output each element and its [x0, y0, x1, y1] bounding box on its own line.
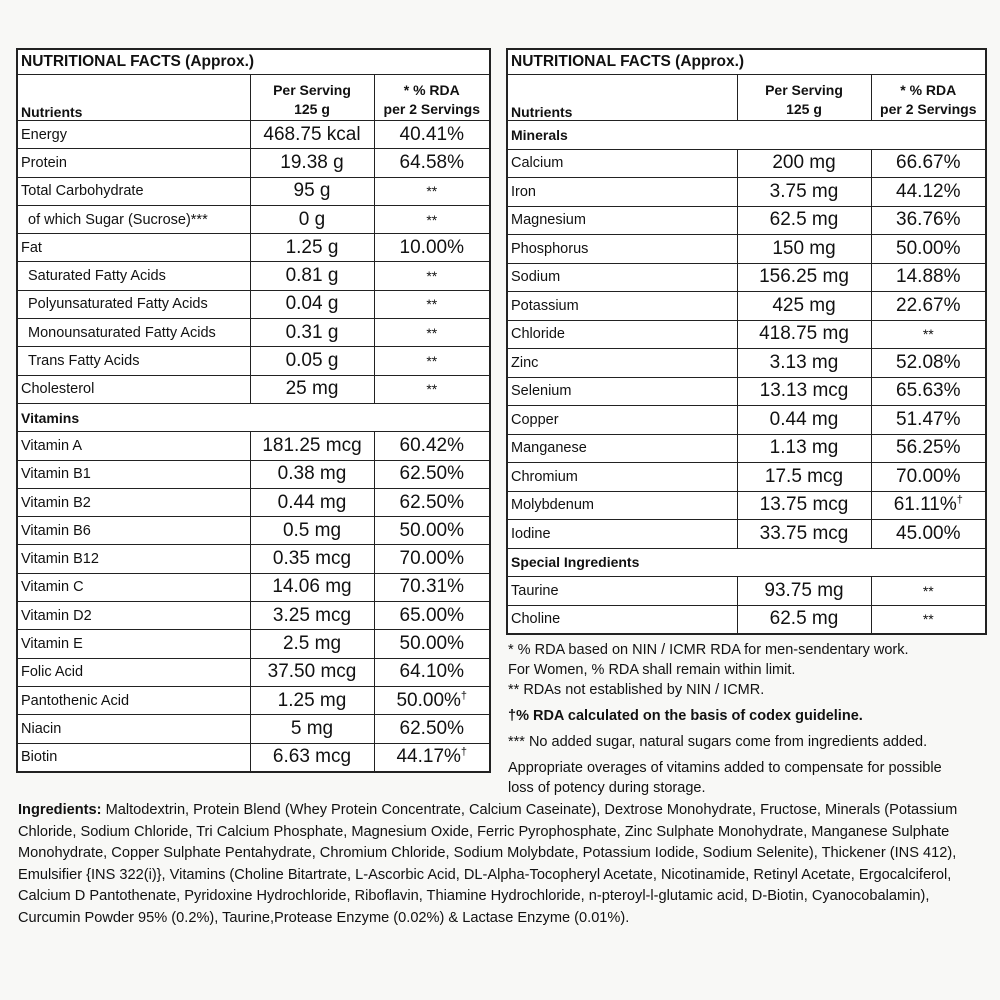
- nutrient-name: Chromium: [507, 463, 737, 492]
- nutrient-name: Vitamin B1: [17, 460, 250, 488]
- per-serving-value: 0.31 g: [250, 319, 374, 347]
- rda-value: [374, 262, 490, 290]
- nutrient-row: [17, 205, 490, 233]
- nutrient-name: Trans Fatty Acids: [17, 347, 250, 375]
- rda-text: **: [922, 611, 934, 628]
- nutrient-name: of which Sugar (Sucrose)***: [17, 205, 250, 233]
- per-serving-value: 0.5 mg: [250, 517, 374, 545]
- nutrient-name: Vitamin A: [17, 432, 250, 460]
- codex-dagger-mark: †: [460, 746, 468, 759]
- rda-text: 62.50%: [399, 717, 464, 739]
- right-table-body: [507, 49, 986, 149]
- rda-value: [374, 573, 490, 601]
- nutrient-row: [507, 577, 986, 606]
- rda-value: [871, 491, 986, 520]
- nutrient-name: Zinc: [507, 349, 737, 378]
- vitamins-section-header: [17, 403, 490, 431]
- per-serving-value: 0.35 mcg: [250, 545, 374, 573]
- special-ingredient-rows: [507, 577, 986, 635]
- footnotes: [508, 640, 988, 798]
- rda-text: 44.17%: [396, 746, 461, 768]
- nutrient-row: [507, 463, 986, 492]
- rda-text: **: [426, 324, 438, 341]
- nutrient-row: [17, 121, 490, 149]
- rda-value: [374, 177, 490, 205]
- per-serving-header-line2: 125 g: [786, 101, 822, 117]
- nutrient-name: Cholesterol: [17, 375, 250, 403]
- per-serving-value: 33.75 mcg: [737, 520, 871, 549]
- nutrient-name: Fat: [17, 234, 250, 262]
- nutrient-row: [17, 488, 490, 516]
- codex-dagger-mark: †: [956, 494, 963, 507]
- nutrient-row: [507, 520, 986, 549]
- nutrient-row: [507, 377, 986, 406]
- per-serving-value: 14.06 mg: [250, 573, 374, 601]
- rda-text: 40.41%: [399, 123, 464, 145]
- nutrient-name: Niacin: [17, 715, 250, 743]
- nutrient-name: Choline: [507, 605, 737, 634]
- rda-value: [871, 292, 986, 321]
- rda-text: 64.58%: [399, 151, 464, 173]
- per-serving-value: 181.25 mcg: [250, 432, 374, 460]
- rda-text: 45.00%: [896, 522, 961, 544]
- rda-text: 56.25%: [896, 437, 961, 459]
- nutrient-row: [507, 292, 986, 321]
- rda-value: [871, 377, 986, 406]
- nutrient-name: Polyunsaturated Fatty Acids: [17, 290, 250, 318]
- rda-text: 65.00%: [399, 604, 464, 626]
- rda-value: [871, 463, 986, 492]
- nutrient-row: [17, 743, 490, 772]
- rda-value: [374, 347, 490, 375]
- nutrient-name: Calcium: [507, 149, 737, 178]
- rda-text: 52.08%: [896, 351, 961, 373]
- rda-value: [374, 715, 490, 743]
- rda-value: [871, 406, 986, 435]
- nutrient-name: Protein: [17, 149, 250, 177]
- per-serving-value: 418.75 mg: [737, 320, 871, 349]
- nutrient-row: [507, 206, 986, 235]
- rda-value: [871, 434, 986, 463]
- nutrient-name: Sodium: [507, 263, 737, 292]
- nutrient-name: Pantothenic Acid: [17, 686, 250, 714]
- mineral-rows: [507, 149, 986, 548]
- nutrient-name: Chloride: [507, 320, 737, 349]
- per-serving-value: 5 mg: [250, 715, 374, 743]
- rda-text: 62.50%: [399, 463, 464, 485]
- rda-value: [374, 319, 490, 347]
- per-serving-value: 0.04 g: [250, 290, 374, 318]
- per-serving-value: 0.05 g: [250, 347, 374, 375]
- rda-text: 50.00%: [396, 689, 461, 711]
- nutrient-name: Biotin: [17, 743, 250, 772]
- per-serving-value: 200 mg: [737, 149, 871, 178]
- rda-text: 66.67%: [896, 152, 961, 174]
- left-nutrient-rows: [17, 121, 490, 404]
- codex-dagger-mark: †: [460, 689, 468, 702]
- footnote-overages-line2: loss of potency during storage.: [508, 780, 706, 796]
- nutrient-row: [17, 262, 490, 290]
- per-serving-value: 0.44 mg: [737, 406, 871, 435]
- per-serving-value: 156.25 mg: [737, 263, 871, 292]
- rda-text: 10.00%: [399, 236, 464, 258]
- nutrient-name: Copper: [507, 406, 737, 435]
- rda-text: 70.00%: [896, 465, 961, 487]
- nutrition-table-left: [16, 48, 491, 773]
- per-serving-value: 19.38 g: [250, 149, 374, 177]
- nutrient-row: [17, 347, 490, 375]
- nutrient-row: [507, 349, 986, 378]
- right-table-title-row: [507, 49, 986, 75]
- nutrient-row: [507, 149, 986, 178]
- section-row: [507, 548, 986, 577]
- rda-text: 51.47%: [896, 408, 961, 430]
- nutrient-name: Magnesium: [507, 206, 737, 235]
- nutrient-name: Vitamin B6: [17, 517, 250, 545]
- nutrient-name: Potassium: [507, 292, 737, 321]
- rda-value: [374, 205, 490, 233]
- nutrient-row: [17, 630, 490, 658]
- rda-value: [374, 149, 490, 177]
- nutrient-name: Energy: [17, 121, 250, 149]
- per-serving-value: 3.75 mg: [737, 178, 871, 207]
- rda-value: [871, 263, 986, 292]
- nutrient-row: [17, 290, 490, 318]
- rda-text: **: [922, 582, 934, 599]
- nutrient-name: Phosphorus: [507, 235, 737, 264]
- rda-text: 50.00%: [896, 237, 961, 259]
- rda-text: 22.67%: [896, 294, 961, 316]
- rda-value: [871, 178, 986, 207]
- per-serving-value: 3.13 mg: [737, 349, 871, 378]
- rda-text: **: [426, 381, 438, 398]
- section-row: [507, 121, 986, 150]
- rda-text: 61.11%: [893, 494, 957, 516]
- nutrient-row: [17, 658, 490, 686]
- rda-text: 36.76%: [896, 209, 961, 231]
- rda-value: [374, 743, 490, 772]
- nutrient-name: Vitamin B2: [17, 488, 250, 516]
- left-table-title: NUTRITIONAL FACTS (Approx.): [17, 49, 490, 75]
- nutrient-row: [507, 178, 986, 207]
- nutrient-row: [507, 605, 986, 634]
- rda-text: 70.31%: [399, 576, 464, 598]
- right-table-header: [507, 75, 986, 121]
- per-serving-value: 3.25 mcg: [250, 602, 374, 630]
- rda-header-line2: per 2 Servings: [383, 101, 481, 117]
- rda-header-line1: * % RDA: [403, 82, 460, 98]
- per-serving-value: 0.38 mg: [250, 460, 374, 488]
- per-serving-value: 1.25 g: [250, 234, 374, 262]
- per-serving-header-line2: 125 g: [294, 101, 330, 117]
- rda-text: **: [426, 268, 438, 285]
- rda-value: [374, 686, 490, 714]
- nutrient-row: [507, 263, 986, 292]
- per-serving-column-header: [250, 75, 374, 121]
- per-serving-value: 468.75 kcal: [250, 121, 374, 149]
- minerals-section-label: Minerals: [507, 121, 986, 150]
- rda-text: 50.00%: [399, 632, 464, 654]
- nutrient-name: Selenium: [507, 377, 737, 406]
- rda-text: **: [922, 326, 934, 343]
- per-serving-value: 1.25 mg: [250, 686, 374, 714]
- vitamins-section-label: Vitamins: [17, 403, 490, 431]
- rda-text: 44.12%: [896, 180, 961, 202]
- nutrient-row: [17, 375, 490, 403]
- rda-value: [871, 320, 986, 349]
- rda-value: [374, 602, 490, 630]
- rda-text: 64.10%: [399, 661, 464, 683]
- rda-value: [374, 460, 490, 488]
- nutrient-name: Folic Acid: [17, 658, 250, 686]
- rda-value: [374, 290, 490, 318]
- footnote-overages-line1: Appropriate overages of vitamins added to compensate for possible: [508, 760, 942, 776]
- rda-text: **: [426, 353, 438, 370]
- per-serving-value: 95 g: [250, 177, 374, 205]
- rda-value: [871, 349, 986, 378]
- rda-value: [374, 488, 490, 516]
- section-row: [17, 403, 490, 431]
- per-serving-value: 1.13 mg: [737, 434, 871, 463]
- left-table-body: [17, 49, 490, 121]
- nutrients-column-header: Nutrients: [507, 75, 737, 121]
- ingredients-text: Maltodextrin, Protein Blend (Whey Protein Concentrate, Calcium Caseinate), Dextrose Monohydrate, Fructose, Minerals (Potassium Chloride, Sodium Chloride, Tri Calcium Phosphate, Magnesium Oxide, Ferric Pyrophosphate, Zinc Sulphate Monohydrate, Manganese Sulphate Monohydrate, Copper Sulphate Pentahydrate, Chromium Chloride, Sodium Molybdate, Potassium Iodide, Sodium Selenite), Thickener (INS 412), Emulsifier {INS 322(i)}, Vitamins (Choline Bitartrate, L-Ascorbic Acid, DL-Alpha-Tocopheryl Acetate, Nicotinamide, Retinyl Acetate, Ergocalciferol, Calcium D Pantothenate, Pyridoxine Hydrochloride, Riboflavin, Thiamine Hydrochloride, n-pteroyl-l-glutamic acid, D-Biotin, Cyanocobalamin), Curcumin Powder 95% (0.2%), Taurine,Protease Enzyme (0.02%) & Lactase Enzyme (0.01%).: [18, 802, 958, 926]
- rda-value: [374, 432, 490, 460]
- footnote-rda-basis: * % RDA based on NIN / ICMR RDA for men-sendentary work.: [508, 642, 909, 658]
- per-serving-value: 0 g: [250, 205, 374, 233]
- rda-value: [374, 517, 490, 545]
- rda-value: [871, 605, 986, 634]
- nutrient-row: [17, 686, 490, 714]
- special-ingredients-section-label: Special Ingredients: [507, 548, 986, 577]
- rda-text: 65.63%: [896, 380, 961, 402]
- nutrient-name: Taurine: [507, 577, 737, 606]
- nutrient-row: [17, 149, 490, 177]
- nutrient-name: Vitamin D2: [17, 602, 250, 630]
- nutrient-name: Saturated Fatty Acids: [17, 262, 250, 290]
- nutrient-name: Vitamin E: [17, 630, 250, 658]
- per-serving-header-line1: Per Serving: [273, 82, 351, 98]
- rda-value: [374, 658, 490, 686]
- nutrient-name: Total Carbohydrate: [17, 177, 250, 205]
- per-serving-column-header: [737, 75, 871, 121]
- rda-value: [871, 206, 986, 235]
- rda-text: 50.00%: [399, 519, 464, 541]
- nutrient-row: [17, 545, 490, 573]
- per-serving-value: 6.63 mcg: [250, 743, 374, 772]
- nutrient-row: [17, 602, 490, 630]
- rda-text: 60.42%: [399, 434, 464, 456]
- rda-value: [374, 630, 490, 658]
- nutrient-row: [507, 235, 986, 264]
- nutrient-name: Manganese: [507, 434, 737, 463]
- nutrient-row: [507, 320, 986, 349]
- nutrients-column-header: Nutrients: [17, 75, 250, 121]
- rda-header-line2: per 2 Servings: [880, 101, 977, 117]
- rda-value: [374, 545, 490, 573]
- right-table-title: NUTRITIONAL FACTS (Approx.): [507, 49, 986, 75]
- per-serving-value: 37.50 mcg: [250, 658, 374, 686]
- nutrition-table-right: [506, 48, 987, 635]
- ingredients-paragraph: [18, 800, 986, 929]
- rda-value: [871, 235, 986, 264]
- footnote-no-added-sugar: *** No added sugar, natural sugars come from ingredients added.: [508, 734, 928, 750]
- nutrient-row: [17, 234, 490, 262]
- per-serving-value: 62.5 mg: [737, 605, 871, 634]
- nutrient-name: Iron: [507, 178, 737, 207]
- per-serving-value: 0.44 mg: [250, 488, 374, 516]
- rda-value: [374, 375, 490, 403]
- nutrient-row: [507, 491, 986, 520]
- rda-value: [374, 121, 490, 149]
- per-serving-value: 13.13 mcg: [737, 377, 871, 406]
- rda-text: **: [426, 183, 438, 200]
- nutrient-row: [507, 434, 986, 463]
- left-table-header: [17, 75, 490, 121]
- nutrient-row: [507, 406, 986, 435]
- per-serving-value: 17.5 mcg: [737, 463, 871, 492]
- rda-text: 14.88%: [896, 266, 961, 288]
- per-serving-value: 62.5 mg: [737, 206, 871, 235]
- per-serving-header-line1: Per Serving: [765, 82, 843, 98]
- rda-column-header: [871, 75, 986, 121]
- footnote-women: For Women, % RDA shall remain within limit.: [508, 662, 796, 678]
- nutrient-row: [17, 517, 490, 545]
- special-section-header: [507, 548, 986, 577]
- rda-value: [871, 149, 986, 178]
- nutrient-row: [17, 715, 490, 743]
- rda-value: [871, 577, 986, 606]
- rda-header-line1: * % RDA: [900, 82, 957, 98]
- vitamin-rows: [17, 432, 490, 772]
- nutrient-row: [17, 177, 490, 205]
- rda-value: [374, 234, 490, 262]
- per-serving-value: 2.5 mg: [250, 630, 374, 658]
- per-serving-value: 425 mg: [737, 292, 871, 321]
- nutrient-row: [17, 432, 490, 460]
- nutrient-row: [17, 460, 490, 488]
- nutrient-name: Vitamin B12: [17, 545, 250, 573]
- rda-text: 70.00%: [399, 548, 464, 570]
- nutrient-name: Monounsaturated Fatty Acids: [17, 319, 250, 347]
- footnote-codex: †% RDA calculated on the basis of codex guideline.: [508, 708, 863, 724]
- per-serving-value: 25 mg: [250, 375, 374, 403]
- rda-column-header: [374, 75, 490, 121]
- nutrient-name: Vitamin C: [17, 573, 250, 601]
- per-serving-value: 150 mg: [737, 235, 871, 264]
- rda-text: **: [426, 211, 438, 228]
- nutrient-name: Iodine: [507, 520, 737, 549]
- rda-text: 62.50%: [399, 491, 464, 513]
- nutrient-row: [17, 573, 490, 601]
- rda-value: [871, 520, 986, 549]
- per-serving-value: 13.75 mcg: [737, 491, 871, 520]
- rda-text: **: [426, 296, 438, 313]
- ingredients-label: Ingredients:: [18, 802, 102, 818]
- left-table-title-row: [17, 49, 490, 75]
- footnote-rda-not-established: ** RDAs not established by NIN / ICMR.: [508, 682, 765, 698]
- per-serving-value: 0.81 g: [250, 262, 374, 290]
- nutrient-name: Molybdenum: [507, 491, 737, 520]
- nutrient-row: [17, 319, 490, 347]
- per-serving-value: 93.75 mg: [737, 577, 871, 606]
